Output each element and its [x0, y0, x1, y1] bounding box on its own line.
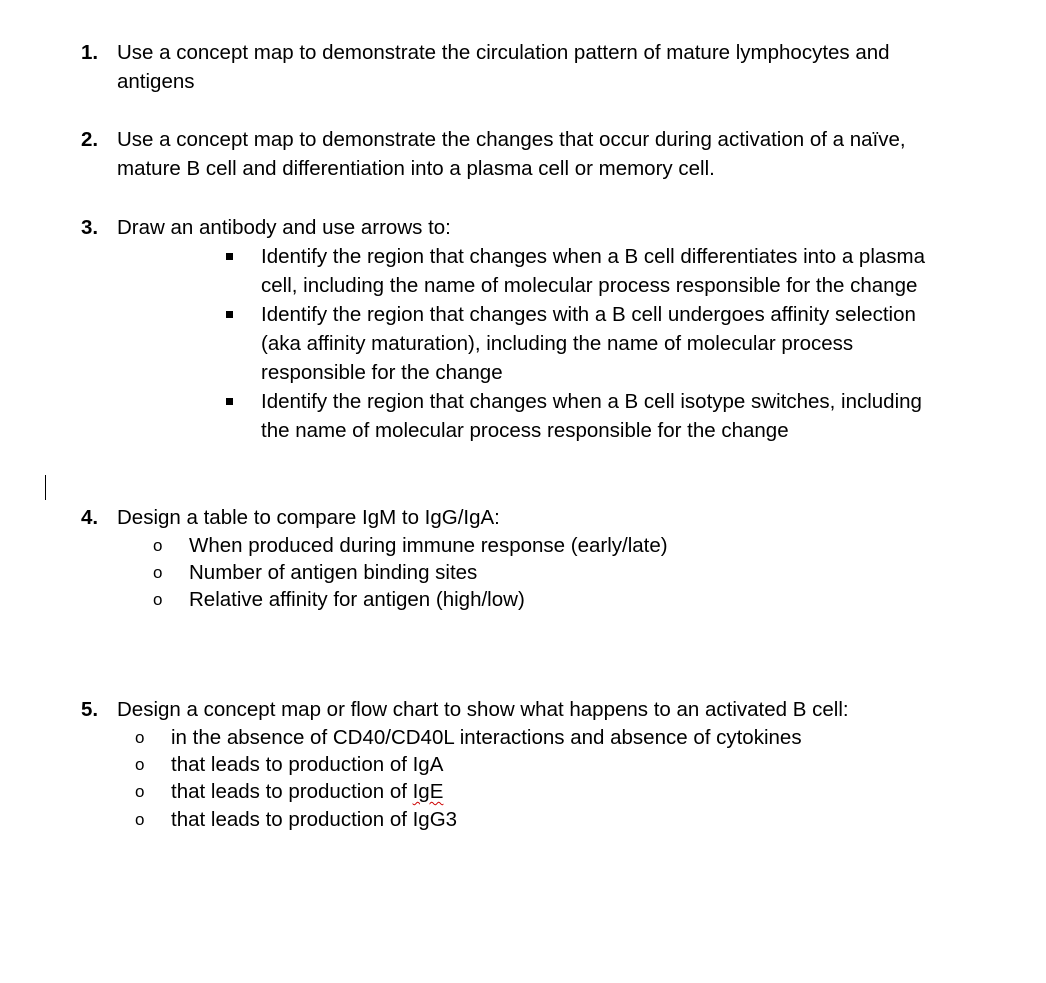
question-5-item-3-text: that leads to production of [171, 780, 413, 803]
question-4-text: Design a table to compare IgM to IgG/IgA: [117, 506, 500, 529]
question-4 [81, 503, 981, 532]
question-5-item-2-text: that leads to production of IgA [171, 753, 444, 776]
text-cursor [45, 475, 46, 500]
question-5-item-3 [135, 778, 895, 805]
square-bullet-icon [226, 398, 233, 405]
question-1-number: 1. [81, 41, 99, 64]
question-3-bullet-2-line-3: responsible for the change [261, 361, 503, 384]
question-5-number: 5. [81, 698, 99, 721]
question-3-bullet-2-line-1: Identify the region that changes with a B cell undergoes affinity selection [261, 303, 916, 326]
question-3-bullet-2 [226, 300, 986, 387]
question-5-item-3-line [171, 778, 895, 805]
question-3-bullet-1-line-1: Identify the region that changes when a B cell differentiates into a plasma [261, 245, 926, 268]
question-3-bullet-1-line-2: cell, including the name of molecular process responsible for the change [261, 274, 918, 297]
question-3-bullet-3-line-1: Identify the region that changes when a B cell isotype switches, including [261, 390, 922, 413]
question-4-item-2-text: Number of antigen binding sites [189, 561, 478, 584]
question-4-item-1-text: When produced during immune response (early/late) [189, 534, 668, 557]
question-4-number: 4. [81, 506, 99, 529]
question-1 [81, 38, 981, 96]
circle-bullet-icon: o [153, 590, 163, 609]
circle-bullet-icon: o [135, 782, 145, 801]
circle-bullet-icon: o [135, 755, 145, 774]
question-5-item-1-text: in the absence of CD40/CD40L interactions and absence of cytokines [171, 726, 802, 749]
question-3-text: Draw an antibody and use arrows to: [117, 216, 451, 239]
question-5-text: Design a concept map or flow chart to show what happens to an activated B cell: [117, 698, 849, 721]
question-3-number: 3. [81, 216, 99, 239]
question-5 [81, 695, 981, 724]
circle-bullet-icon: o [135, 810, 145, 829]
question-3-bullet-2-line-2: (aka affinity maturation), including the name of molecular process [261, 332, 854, 355]
question-3 [81, 213, 981, 242]
question-3-bullet-3-line-2: the name of molecular process responsible for the change [261, 419, 789, 442]
question-3-bullet-3 [226, 387, 986, 445]
question-4-item-3 [153, 586, 853, 613]
question-3-bullet-1 [226, 242, 986, 300]
question-2-number: 2. [81, 128, 99, 151]
square-bullet-icon [226, 311, 233, 318]
question-5-item-4 [135, 806, 895, 833]
question-2 [81, 125, 981, 183]
square-bullet-icon [226, 253, 233, 260]
question-5-item-2 [135, 751, 895, 778]
circle-bullet-icon: o [153, 563, 163, 582]
question-1-line-2: antigens [117, 70, 195, 93]
question-2-line-2: mature B cell and differentiation into a plasma cell or memory cell. [117, 157, 715, 180]
question-2-line-1: Use a concept map to demonstrate the changes that occur during activation of a naïve, [117, 128, 906, 151]
question-5-item-1 [135, 724, 895, 751]
circle-bullet-icon: o [135, 728, 145, 747]
question-1-line-1: Use a concept map to demonstrate the circulation pattern of mature lymphocytes and [117, 41, 890, 64]
circle-bullet-icon: o [153, 536, 163, 555]
question-5-item-4-text: that leads to production of IgG3 [171, 808, 458, 831]
question-4-item-3-text: Relative affinity for antigen (high/low) [189, 588, 525, 611]
question-4-item-2 [153, 559, 853, 586]
question-4-item-1 [153, 532, 853, 559]
spellcheck-flagged-word[interactable]: IgE [412, 780, 444, 803]
